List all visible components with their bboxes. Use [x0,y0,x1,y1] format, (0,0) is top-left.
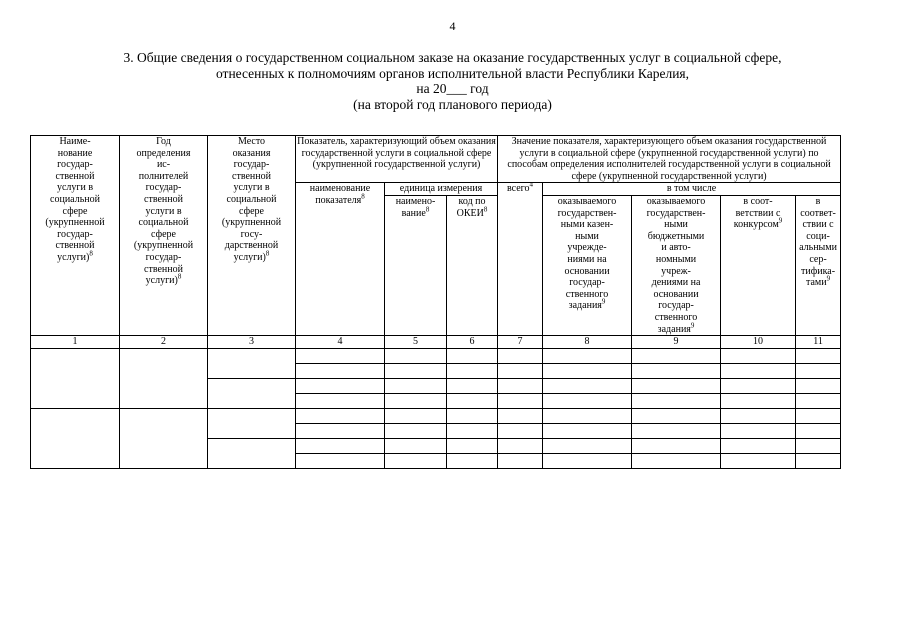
empty-cell[interactable] [543,424,632,439]
empty-cell[interactable] [498,424,543,439]
title-line-4: (на второй год планового периода) [353,96,552,112]
title-line-1: 3. Общие сведения о государственном социальном заказе на оказание государственных услуг в социальной сфере, [123,50,782,65]
empty-cell[interactable] [543,379,632,394]
header-value-group: Значение показателя, характеризующего объем оказания государственной услуги в социальной сфере (укрупненной государственной услуги) по способам определения исполнителей государственной услуги в социальной сфере (укрупненной государственной услуги) [498,136,841,183]
empty-cell[interactable] [296,409,385,424]
empty-cell[interactable] [721,349,796,364]
empty-cell[interactable] [721,424,796,439]
empty-cell[interactable] [721,364,796,379]
header-service-name: Наиме- нование государ- ственной услуги в социальной сфере (укрупненной государ- ственной услуги)$^8$ [31,136,120,336]
empty-cell[interactable] [632,424,721,439]
empty-cell[interactable] [498,364,543,379]
column-number: 9 [632,336,721,349]
empty-cell[interactable] [296,424,385,439]
empty-cell[interactable] [296,364,385,379]
empty-cell[interactable] [796,349,841,364]
title-line-3: на 20___ год [416,81,489,96]
column-number: 6 [447,336,498,349]
empty-cell[interactable] [296,439,385,454]
empty-cell[interactable] [498,439,543,454]
empty-cell[interactable] [31,409,120,469]
header-unit-name: наимено- вание$^8$ [385,195,447,335]
empty-cell[interactable] [385,394,447,409]
column-number: 11 [796,336,841,349]
empty-cell[interactable] [208,409,296,439]
empty-cell[interactable] [447,379,498,394]
column-number: 10 [721,336,796,349]
empty-cell[interactable] [498,379,543,394]
title-line-2: отнесенных к полномочиям органов исполнительной власти Республики Карелия, [215,65,690,81]
empty-cell[interactable] [796,409,841,424]
empty-cell[interactable] [543,394,632,409]
column-number: 3 [208,336,296,349]
empty-cell[interactable] [31,349,120,409]
header-state-institutions: оказываемого государствен- ными казен- ными учрежде- ниями на основании государ- ственного задания$^9$ [543,195,632,335]
empty-cell[interactable] [447,394,498,409]
empty-cell[interactable] [208,349,296,379]
column-numbers-row [31,336,841,349]
empty-cell[interactable] [385,454,447,469]
page-number: 4 [449,19,456,33]
header-including: в том числе [543,183,841,196]
empty-cell[interactable] [208,439,296,469]
column-number: 7 [498,336,543,349]
empty-cell[interactable] [721,394,796,409]
empty-cell[interactable] [721,439,796,454]
empty-cell[interactable] [385,409,447,424]
empty-cell[interactable] [632,379,721,394]
social-order-table [30,135,841,469]
empty-cell[interactable] [296,454,385,469]
column-number: 8 [543,336,632,349]
empty-cell[interactable] [447,364,498,379]
empty-cell[interactable] [385,424,447,439]
section-title [20,50,885,112]
empty-cell[interactable] [632,364,721,379]
empty-cell[interactable] [447,409,498,424]
empty-cell[interactable] [796,439,841,454]
empty-cell[interactable] [498,409,543,424]
empty-cell[interactable] [385,364,447,379]
empty-cell[interactable] [632,454,721,469]
empty-cell[interactable] [632,349,721,364]
empty-cell[interactable] [632,394,721,409]
empty-cell[interactable] [543,349,632,364]
column-number: 2 [120,336,208,349]
empty-cell[interactable] [543,439,632,454]
empty-cell[interactable] [296,394,385,409]
empty-cell[interactable] [796,394,841,409]
empty-cell[interactable] [796,424,841,439]
table-row [31,409,841,424]
empty-cell[interactable] [796,364,841,379]
empty-cell[interactable] [543,409,632,424]
header-total: всего$^4$ [498,183,543,336]
empty-cell[interactable] [120,349,208,409]
empty-cell[interactable] [447,454,498,469]
empty-cell[interactable] [543,454,632,469]
empty-cell[interactable] [208,379,296,409]
empty-cell[interactable] [296,349,385,364]
empty-cell[interactable] [498,394,543,409]
empty-cell[interactable] [385,439,447,454]
column-number: 1 [31,336,120,349]
empty-cell[interactable] [721,454,796,469]
header-year: Год определения ис- полнителей государ- ственной услуги в социальной сфере (укрупненной государ- ственной услуги)$^8$ [120,136,208,336]
empty-cell[interactable] [498,349,543,364]
empty-cell[interactable] [498,454,543,469]
header-okei: код по ОКЕИ$^8$ [447,195,498,335]
empty-cell[interactable] [796,379,841,394]
empty-cell[interactable] [385,349,447,364]
empty-cell[interactable] [385,379,447,394]
header-place: Место оказания государ- ственной услуги в социальной сфере (укрупненной госу- дарственной услуги)$^8$ [208,136,296,336]
empty-cell[interactable] [296,379,385,394]
column-number: 5 [385,336,447,349]
header-indicator-name: наименование показателя$^8$ [296,183,385,336]
empty-cell[interactable] [120,409,208,469]
empty-cell[interactable] [447,349,498,364]
header-unit-group: единица измерения [385,183,498,196]
header-competition: в соот- ветствии с конкурсом$^9$ [721,195,796,335]
empty-cell[interactable] [721,409,796,424]
header-indicator-group: Показатель, характеризующий объем оказания государственной услуги в социальной сфере (укрупненной государственной услуги) [296,136,498,183]
empty-cell[interactable] [632,439,721,454]
empty-cell[interactable] [447,424,498,439]
empty-cell[interactable] [447,439,498,454]
empty-cell[interactable] [632,409,721,424]
empty-cell[interactable] [543,364,632,379]
empty-cell[interactable] [796,454,841,469]
empty-cell[interactable] [721,379,796,394]
column-number: 4 [296,336,385,349]
header-certificates: в соответ- ствии с соци- альными сер- тифика- тами$^9$ [796,195,841,335]
header-budget-institutions: оказываемого государствен- ными бюджетными и авто- номными учреж- дениями на основании государ- ственного задания$^9$ [632,195,721,335]
table-row [31,349,841,364]
